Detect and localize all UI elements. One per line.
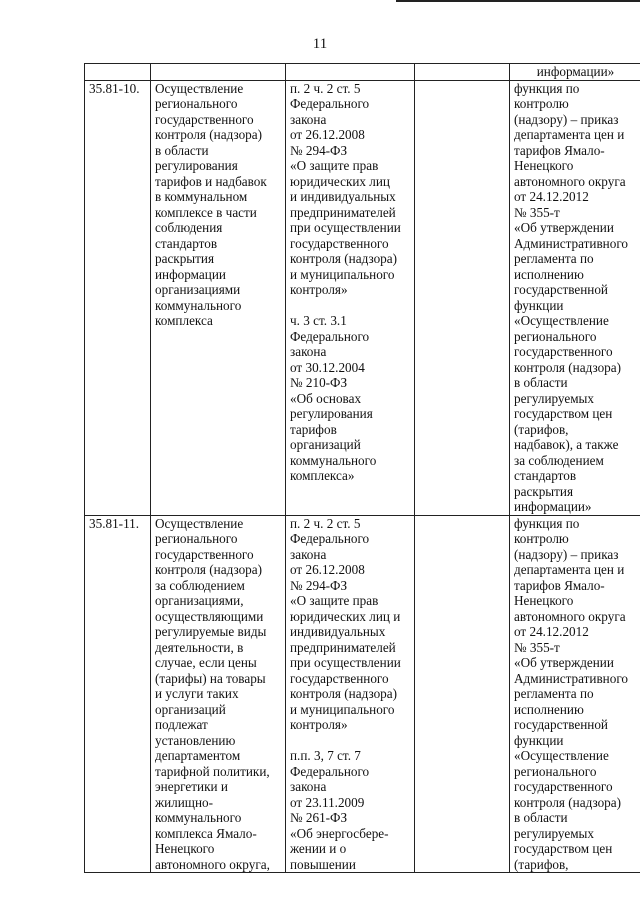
top-edge-rule: [396, 0, 640, 2]
row-function-name: Осуществление регионального государственного контроля (надзора) за соблюдением организациями, осуществляющими регулируемые виды деятельности, в случае, если цены (тарифы) на товары и услуги таких организаций подлежат установлению департаментом тарифной политики, энергетики и жилищно- коммунального комплекса Ямало- Ненецкого автономного округа,: [151, 515, 286, 873]
continuation-cell-code: [85, 64, 151, 81]
table-row: [85, 515, 640, 873]
table-row: [85, 80, 640, 515]
row-legal-basis: п. 2 ч. 2 ст. 5 Федерального закона от 26.12.2008 № 294-ФЗ «О защите прав юридических лиц и индивидуальных предпринимателей при осуществлении государственного контроля (надзора) и муниципального контроля» ч. 3 ст. 3.1 Федерального закона от 30.12.2004 № 210-ФЗ «Об основах регулирования тарифов организаций коммунального комплекса»: [286, 80, 415, 515]
row-code: 35.81-11.: [85, 515, 151, 873]
page-number: 11: [312, 36, 328, 52]
regulation-table: [84, 63, 640, 873]
continuation-cell-regulation: информации»: [510, 64, 640, 81]
table-continuation-row: [85, 64, 640, 81]
continuation-cell-name: [151, 64, 286, 81]
row-code: 35.81-10.: [85, 80, 151, 515]
row-regulation: функция по контролю (надзору) – приказ департамента цен и тарифов Ямало- Ненецкого автономного округа от 24.12.2012 № 355-т «Об утверждении Административного регламента по исполнению государственной функции «Осуществление регионального государственного контроля (надзора) в области регулируемых государством цен (тарифов,: [510, 515, 640, 873]
row-legal-basis: п. 2 ч. 2 ст. 5 Федерального закона от 26.12.2008 № 294-ФЗ «О защите прав юридических лиц и индивидуальных предпринимателей при осуществлении государственного контроля (надзора) и муниципального контроля» п.п. 3, 7 ст. 7 Федерального закона от 23.11.2009 № 261-ФЗ «Об энергосбере- жении и о повышении: [286, 515, 415, 873]
row-function-name: Осуществление регионального государственного контроля (надзора) в области регулирования тарифов и надбавок в коммунальном комплексе в части соблюдения стандартов раскрытия информации организациями коммунального комплекса: [151, 80, 286, 515]
row-extra: [415, 80, 510, 515]
continuation-cell-extra: [415, 64, 510, 81]
row-extra: [415, 515, 510, 873]
continuation-cell-basis: [286, 64, 415, 81]
row-regulation: функция по контролю (надзору) – приказ департамента цен и тарифов Ямало- Ненецкого автономного округа от 24.12.2012 № 355-т «Об утверждении Административного регламента по исполнению государственной функции «Осуществление регионального государственного контроля (надзора) в области регулируемых государством цен (тарифов, надбавок), а также за соблюдением стандартов раскрытия информации»: [510, 80, 640, 515]
